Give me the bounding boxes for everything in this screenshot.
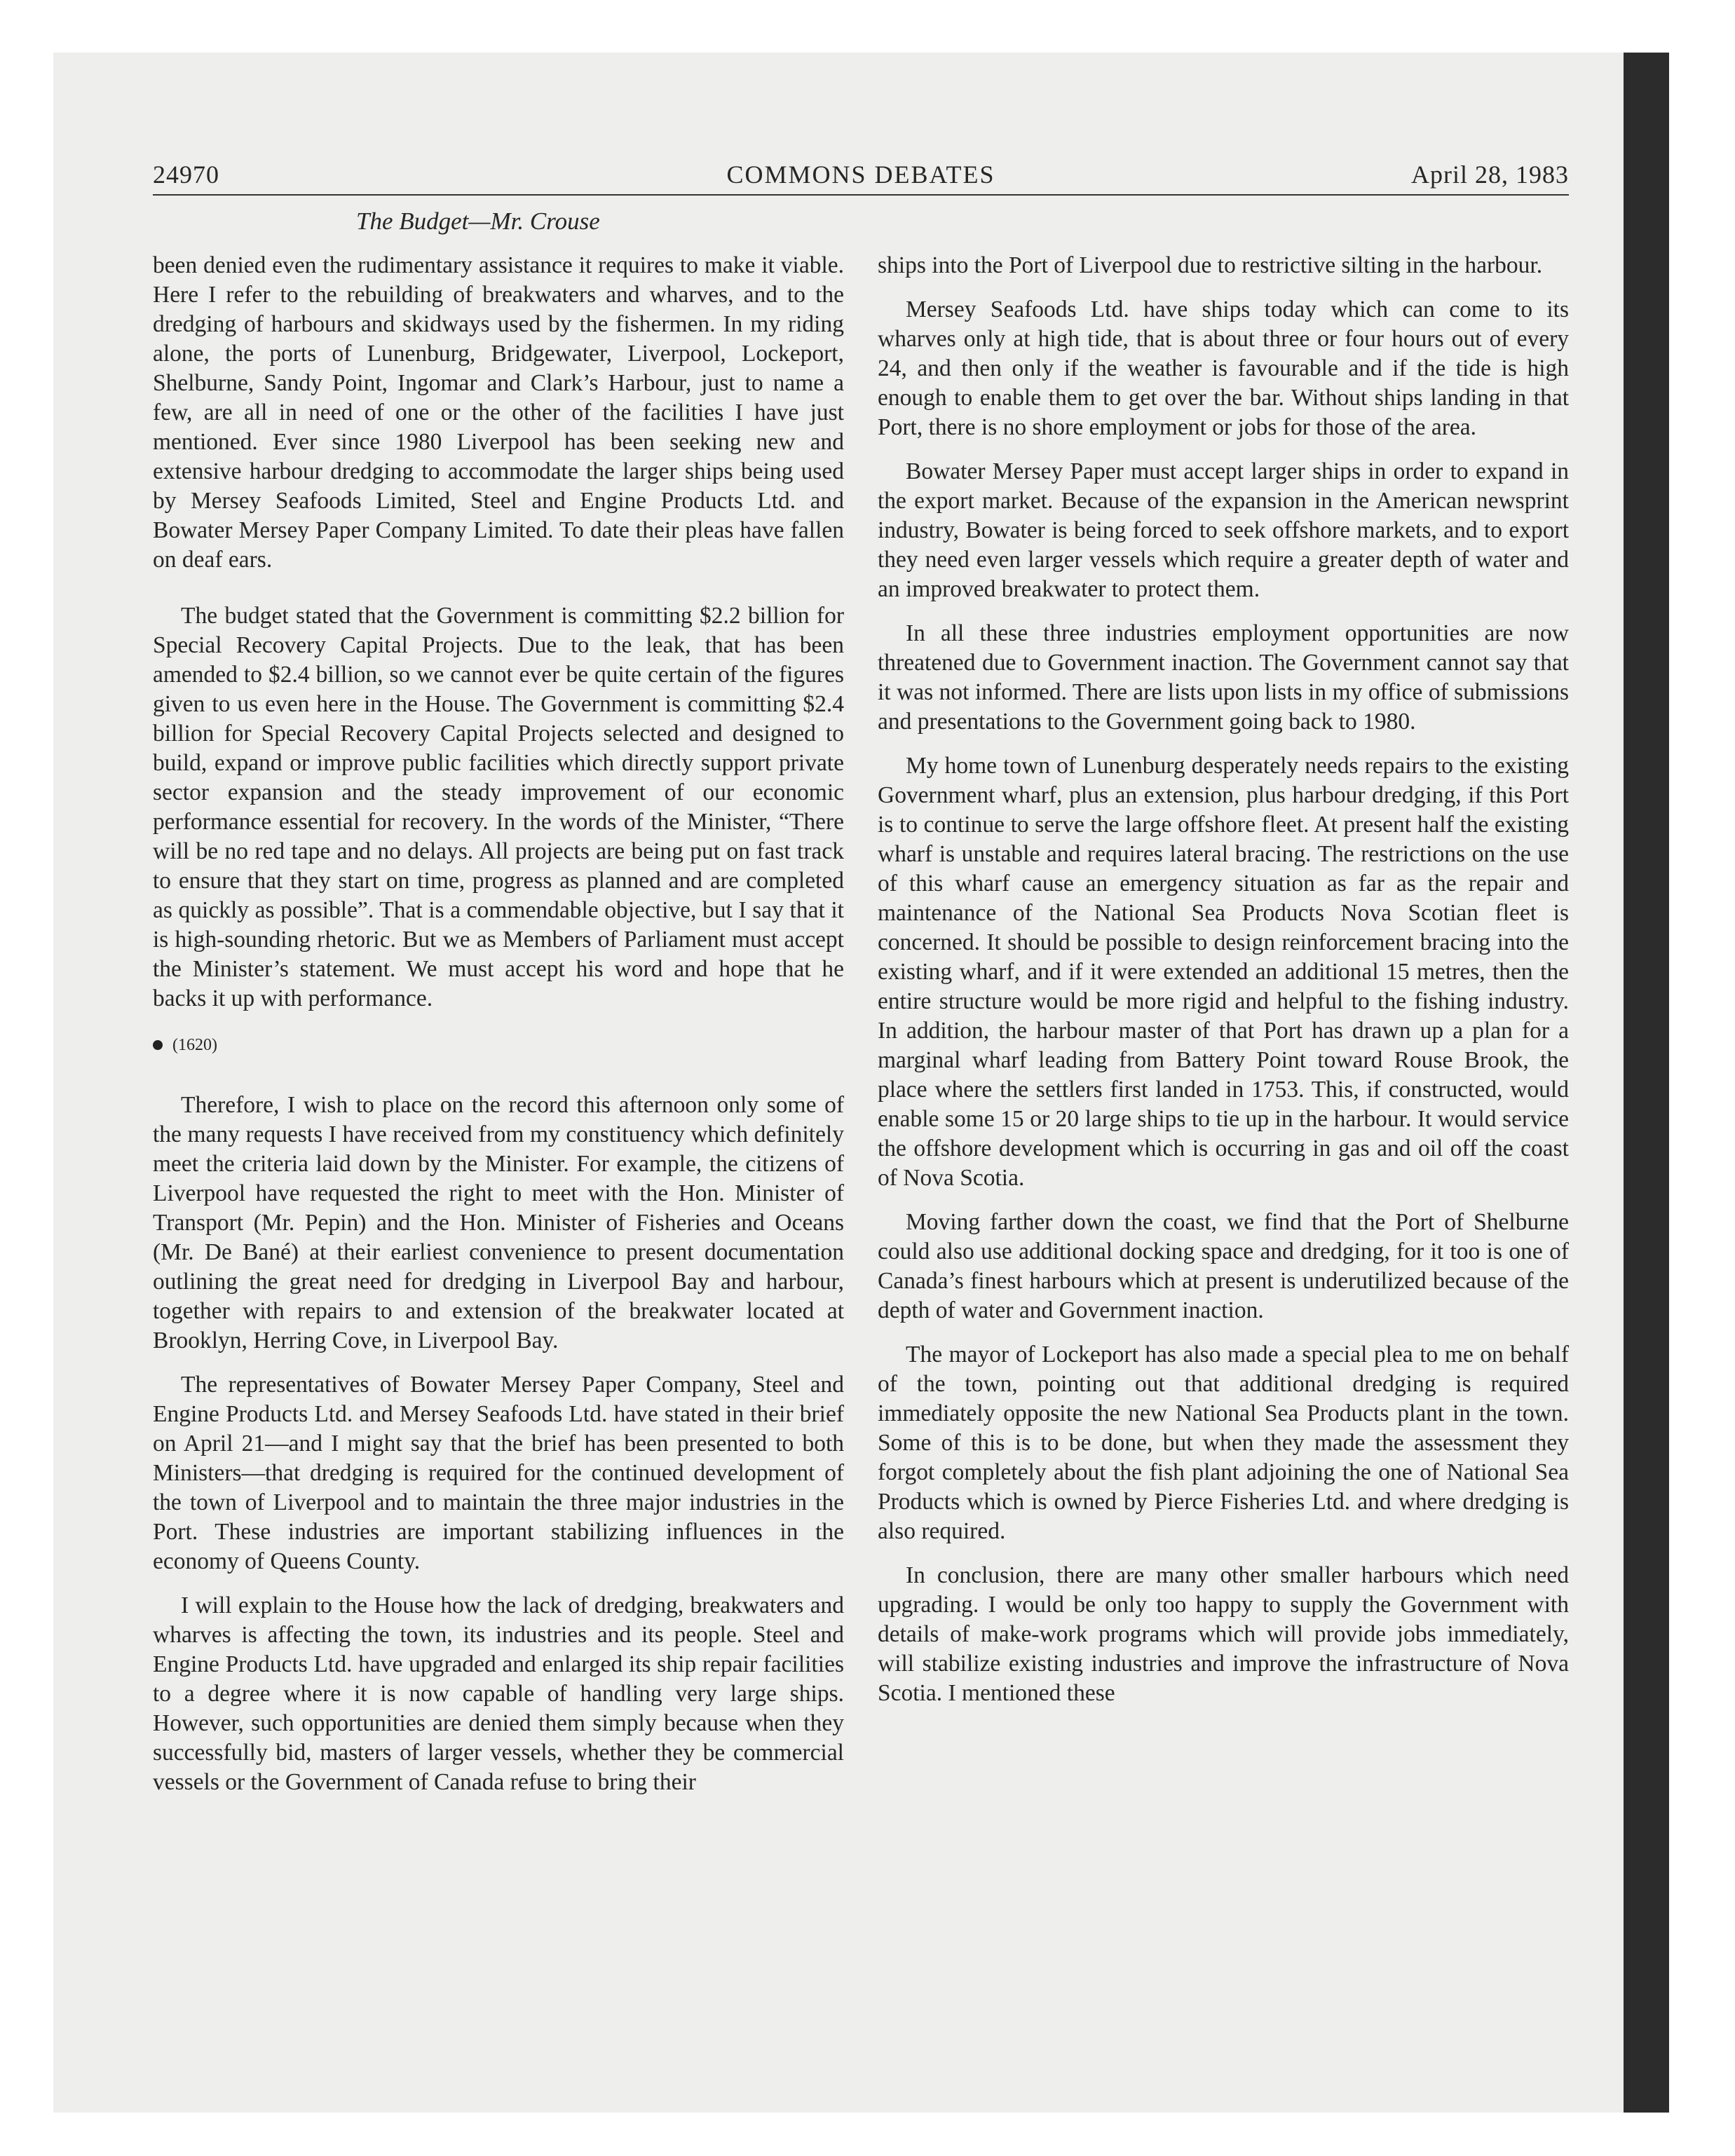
paragraph: Bowater Mersey Paper must accept larger ships in order to expand in the export market. Because of the expansion in the American newsprint industry, Bowater is being forced to seek offshore markets, and to export they need even larger vessels which require a greater depth of water and an improved breakwater to protect them. bbox=[878, 458, 1569, 602]
paragraph: Therefore, I wish to place on the record this afternoon only some of the many requests I have received from my constituency which definitely meet the criteria laid down by the Minister. For example, the citizens of Liverpool have requested the right to meet with the Hon. Minister of Transport (Mr. Pepin) and the Hon. Minister of Fisheries and Oceans (Mr. De Bané) at their earliest convenience to present documentation outlining the great need for dredging in Liverpool Bay and harbour, together with repairs to and extension of the breakwater located at Brooklyn, Herring Cove, in Liverpool Bay. bbox=[153, 1092, 844, 1353]
paragraph: The budget stated that the Government is committing $2.2 billion for Special Recovery Capital Projects. Due to the leak, that has been amended to $2.4 billion, so we cannot ever be quite certain of the figures given to us even here in the House. The Government is committing $2.4 billion for Special Recovery Capital Projects selected and designed to build, expand or improve public facilities which directly support private sector expansion and the steady improvement of our economic performance essential for recovery. In the words of the Minister, “There will be no red tape and no delays. All projects are being put on fast track to ensure that they start on time, progress as planned and are completed as quickly as possible”. That is a commendable objective, but I say that it is high-sounding rhetoric. But we as Members of Parliament must accept the Minister’s statement. We must accept his word and hope that he backs it up with performance. bbox=[153, 603, 844, 1011]
paragraph: been denied even the rudimentary assistance it requires to make it viable. Here I refer to the rebuilding of breakwaters and wharves, and to the dredging of harbours and skidways used by the fishermen. In my riding alone, the ports of Lunenburg, Bridgewater, Liverpool, Lockeport, Shelburne, Sandy Point, Ingomar and Clark’s Harbour, just to name a few, are all in need of one or the other of the facilities I have just mentioned. Ever since 1980 Liverpool has been seeking new and extensive harbour dredging to accommodate the larger ships being used by Mersey Seafoods Limited, Steel and Engine Products Ltd. and Bowater Mersey Paper Company Limited. To date their pleas have fallen on deaf ears. bbox=[153, 252, 844, 573]
paragraph: I will explain to the House how the lack of dredging, breakwaters and wharves is affecting the town, its industries and its people. Steel and Engine Products Ltd. have upgraded and enlarged its ship repair facilities to a degree where it is now capable of handling very large ships. However, such opportunities are denied them simply because when they successfully bid, masters of larger vessels, whether they be commercial vessels or the Government of Canada refuse to bring their bbox=[153, 1592, 844, 1795]
paragraph: In all these three industries employment opportunities are now threatened due to Government inaction. The Government cannot say that it was not informed. There are lists upon lists in my office of submissions and presentations to the Government going back to 1980. bbox=[878, 620, 1569, 735]
left-column bbox=[153, 251, 844, 1812]
right-column bbox=[878, 251, 1569, 1723]
paragraph: Moving farther down the coast, we find that the Port of Shelburne could also use additional docking space and dredging, for it too is one of Canada’s finest harbours which at present is underutilized because of the depth of water and Government inaction. bbox=[878, 1209, 1569, 1323]
section-subhead: The Budget—Mr. Crouse bbox=[356, 207, 600, 235]
scan-edge-shadow bbox=[1624, 53, 1669, 2113]
paragraph: My home town of Lunenburg desperately needs repairs to the existing Government wharf, plus an extension, plus harbour dredging, if this Port is to continue to serve the large offshore fleet. At present half the existing wharf is unstable and requires lateral bracing. The restrictions on the use of this wharf cause an emergency situation as far as the repair and maintenance of the National Sea Products Nova Scotian fleet is concerned. It should be possible to design reinforcement bracing into the existing wharf, and if it were extended an additional 15 metres, then the entire structure would be more rigid and helpful to the fishing industry. In addition, the harbour master of that Port has drawn up a plan for a marginal wharf leading from Battery Point toward Rouse Brook, the place where the settlers first landed in 1753. This, if constructed, would enable some 15 or 20 large ships to tie up in the harbour. It would service the offshore development which is occurring in gas and oil off the coast of Nova Scotia. bbox=[878, 753, 1569, 1191]
paragraph: In conclusion, there are many other smaller harbours which need upgrading. I would be only too happy to supply the Government with details of make-work programs which will provide jobs immediately, will stabilize existing industries and improve the infrastructure of Nova Scotia. I mentioned these bbox=[878, 1562, 1569, 1706]
paragraph: ships into the Port of Liverpool due to restrictive silting in the harbour. bbox=[878, 252, 1543, 278]
paragraph: The representatives of Bowater Mersey Paper Company, Steel and Engine Products Ltd. and Mersey Seafoods Ltd. have stated in their brief on April 21—and I might say that the brief has been presented to both Ministers—that dredging is required for the continued development of the town of Liverpool and to maintain the three major industries in the Port. These industries are important stabilizing influences in the economy of Queens County. bbox=[153, 1372, 844, 1574]
paragraph: Mersey Seafoods Ltd. have ships today which can come to its wharves only at high tide, that is about three or four hours out of every 24, and then only if the weather is favourable and if the tide is high enough to enable them to get over the bar. Without ships landing in that Port, there is no shore employment or jobs for those of the area. bbox=[878, 296, 1569, 440]
publication-title: COMMONS DEBATES bbox=[726, 161, 995, 189]
paragraph: The mayor of Lockeport has also made a special plea to me on behalf of the town, pointing out that additional dredging is required immediately opposite the new National Sea Products plant in the town. Some of this is to be done, but when they made the assessment they forgot completely about the fish plant adjoining the one of National Sea Products which is owned by Pierce Fisheries Ltd. and where dredging is also required. bbox=[878, 1342, 1569, 1544]
bullet-icon bbox=[153, 1040, 163, 1050]
time-marker bbox=[153, 1035, 844, 1056]
page-date: April 28, 1983 bbox=[1411, 161, 1569, 189]
page-header bbox=[153, 160, 1569, 193]
header-rule bbox=[153, 194, 1569, 196]
page-number: 24970 bbox=[153, 161, 219, 189]
time-marker-label: (1620) bbox=[172, 1036, 217, 1054]
